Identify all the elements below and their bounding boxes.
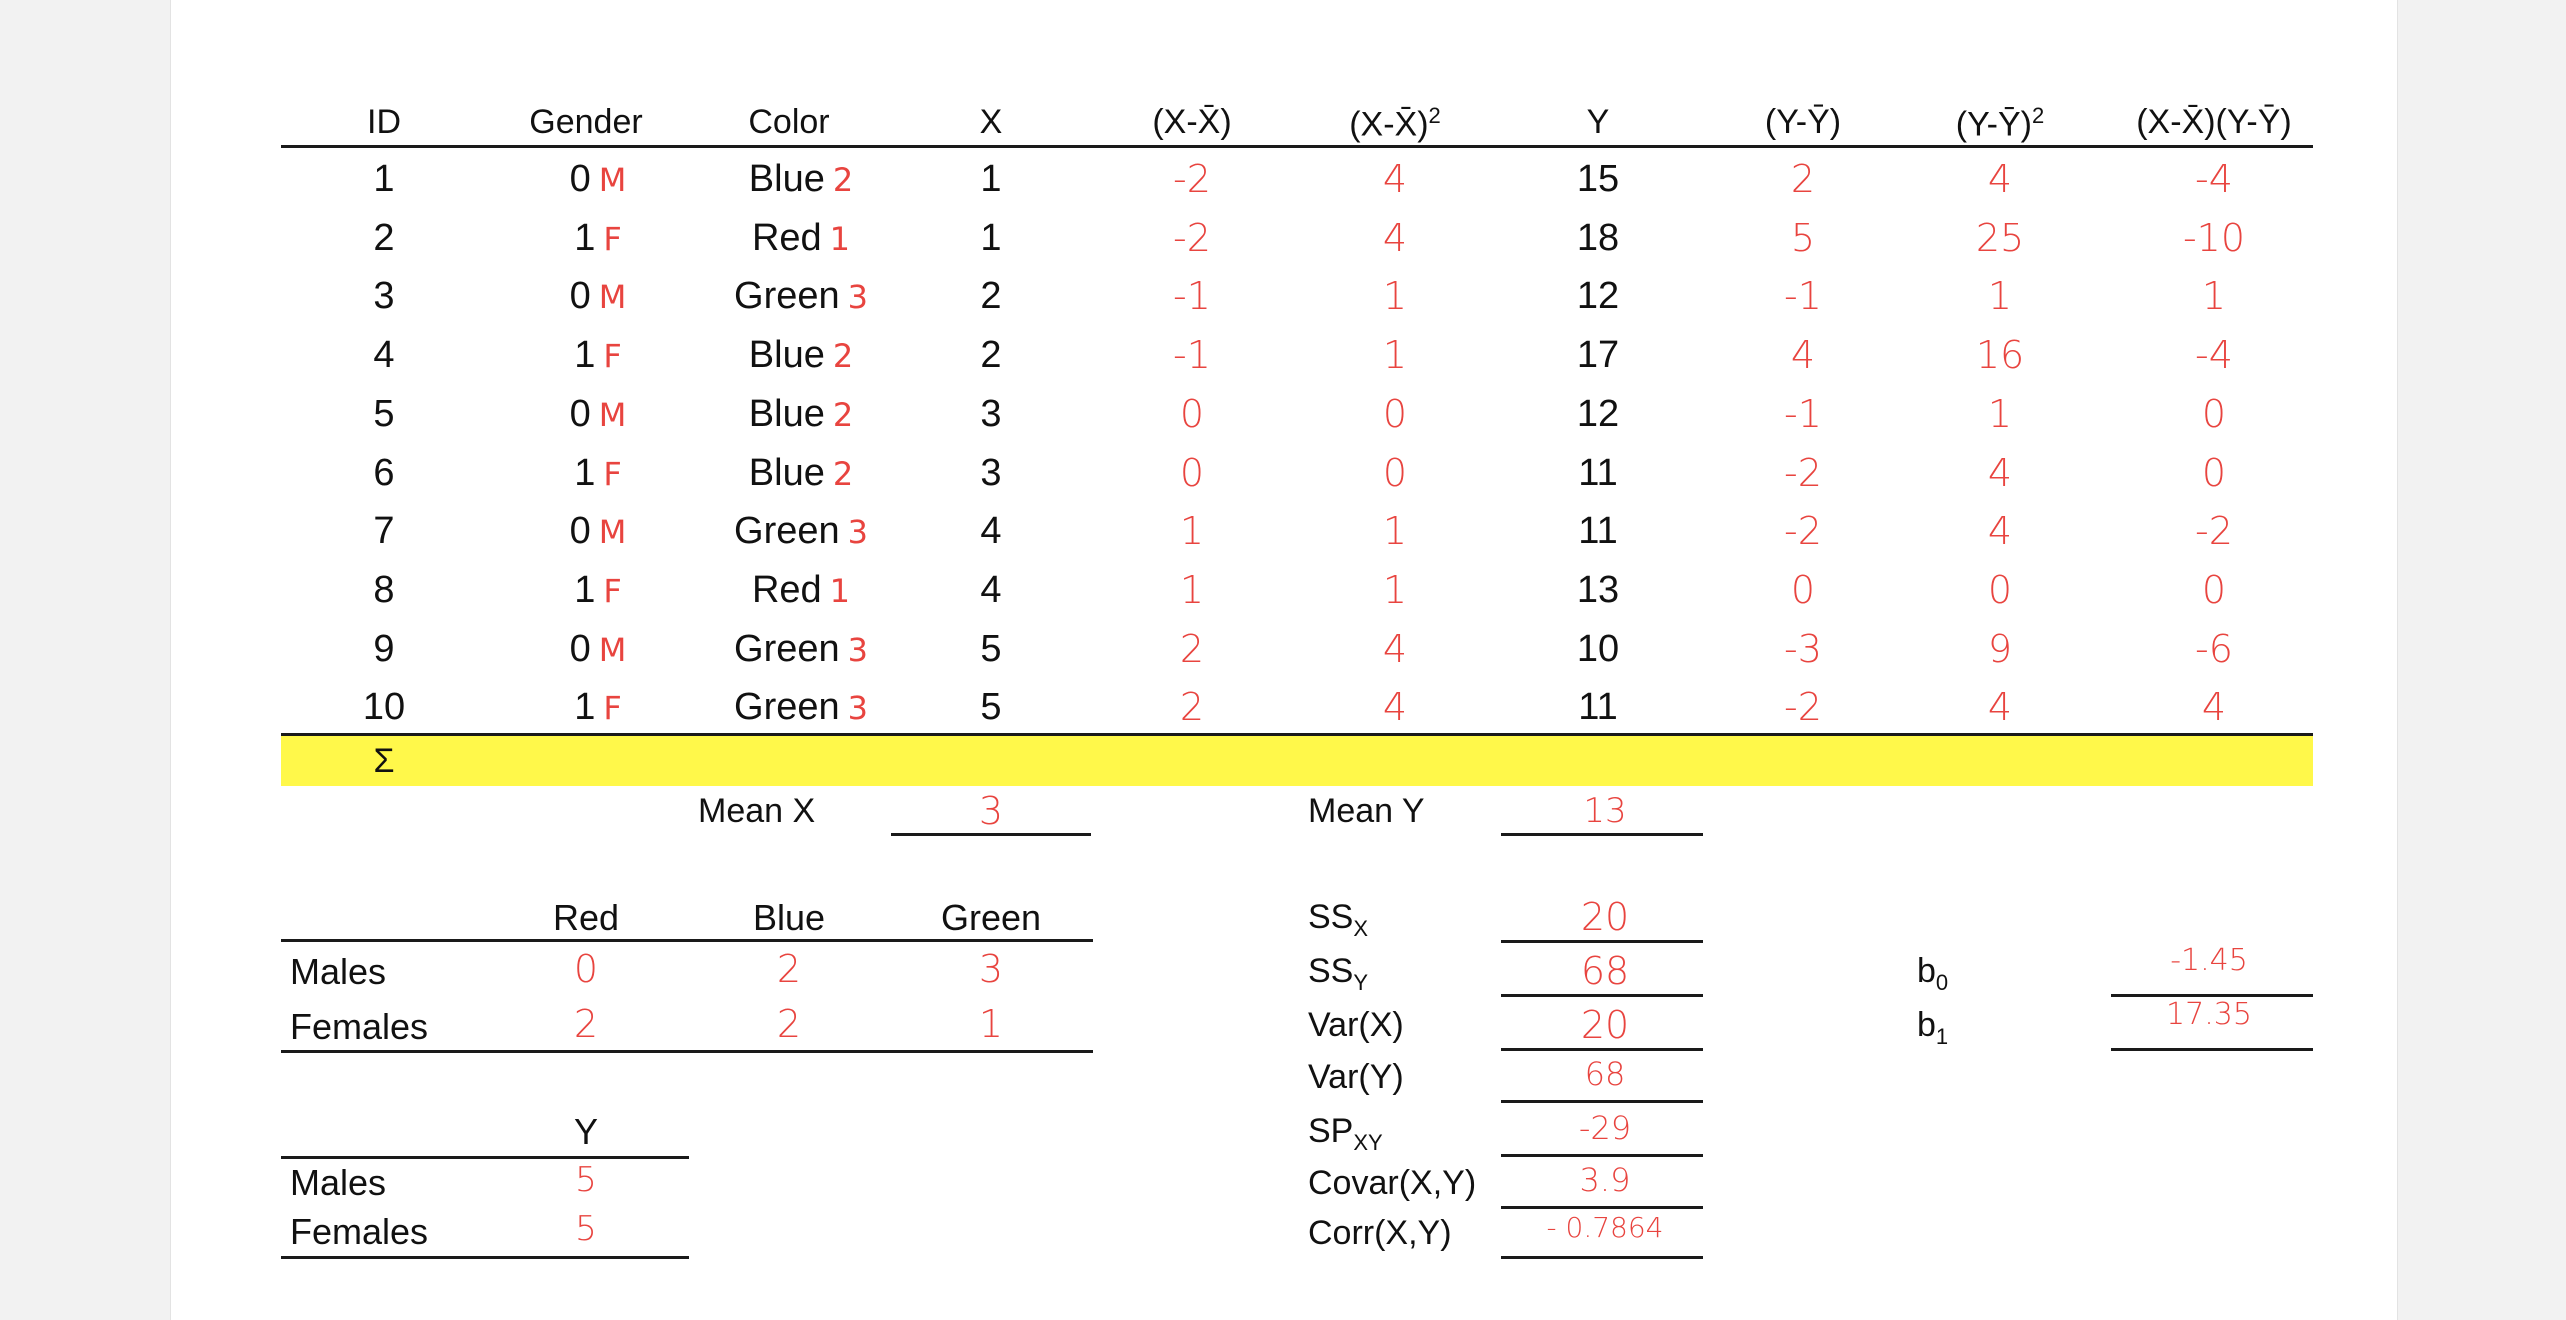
cell-value: 0	[569, 510, 591, 553]
table-cell-x: 4	[980, 568, 1002, 611]
cell-value: 1	[574, 216, 596, 259]
color-code-annotation: 2	[832, 337, 854, 376]
cell-value: Blue	[748, 451, 825, 494]
ytab-row-label: Females	[290, 1211, 429, 1252]
ytab-cell: 5	[575, 1209, 597, 1249]
coef-label-subscript: 0	[1935, 969, 1949, 995]
stat-value: - 0.7864	[1546, 1211, 1664, 1244]
table-cell-dy: -2	[1784, 450, 1822, 495]
table-cell-dx2: 4	[1382, 157, 1408, 201]
table-cell-x: 2	[980, 334, 1002, 377]
table-cell-dx: 0	[1179, 391, 1205, 436]
table-cell-dy2: 4	[1987, 157, 2013, 201]
table-cell-gender	[570, 160, 627, 198]
table-cell-dy: -1	[1784, 274, 1822, 319]
table-cell-prod: -2	[2195, 509, 2233, 554]
table-cell-dx2: 1	[1382, 333, 1408, 378]
crosstab-cell: 2	[776, 1002, 802, 1046]
table-cell-id: 3	[373, 275, 395, 318]
crosstab-cell: 2	[776, 947, 802, 991]
table-cell-y: 17	[1576, 334, 1620, 377]
table-cell-id: 6	[373, 451, 395, 494]
spreadsheet-page	[170, 0, 2398, 1320]
table-cell-dx2: 4	[1382, 626, 1408, 671]
gender-annotation: M	[598, 278, 627, 317]
stat-value: 68	[1584, 1055, 1626, 1093]
table-cell-gender	[569, 627, 627, 670]
stat-value: 20	[1580, 895, 1630, 939]
color-code-annotation: 3	[847, 630, 868, 669]
stat-label	[1308, 1114, 1383, 1154]
table-cell-dx: -2	[1173, 157, 1211, 201]
col-header	[1152, 105, 1231, 139]
cell-value: Red	[751, 568, 822, 611]
table-cell-prod: -4	[2195, 157, 2233, 201]
crosstab-cell: 1	[978, 1002, 1004, 1046]
stat-label-text: Covar(X,Y)	[1308, 1164, 1477, 1202]
color-code-annotation: 2	[832, 161, 854, 199]
table-cell-dy: -2	[1784, 509, 1822, 554]
stat-label-subscript: Y	[1353, 969, 1369, 995]
table-cell-dx: -1	[1173, 274, 1211, 319]
col-header-text: Color	[748, 103, 830, 141]
table-cell-id: 7	[373, 510, 395, 553]
table-cell-y: 11	[1578, 510, 1618, 553]
col-header	[1955, 103, 2045, 144]
gender-annotation: M	[598, 630, 627, 669]
table-cell-color	[748, 334, 854, 377]
color-code-annotation: 2	[832, 454, 854, 493]
table-cell-dx2: 0	[1382, 391, 1408, 436]
coef-label	[1917, 1008, 1948, 1048]
table-cell-x: 5	[980, 627, 1002, 670]
table-cell-dy2: 16	[1975, 333, 2025, 378]
table-cell-prod: -10	[2182, 215, 2246, 260]
coef-value: 17.35	[2166, 997, 2252, 1032]
coef-label-text: b	[1917, 1006, 1936, 1044]
stat-value: 20	[1580, 1003, 1630, 1047]
cell-value: 1	[574, 568, 596, 611]
mean-x-underline	[891, 833, 1091, 836]
table-cell-dy: -2	[1784, 685, 1822, 730]
cell-value: Red	[751, 216, 822, 259]
crosstab-row-label: Males	[290, 951, 387, 992]
col-header-text: (X-X̄)(Y-Ȳ)	[2136, 103, 2292, 141]
table-cell-prod: -6	[2195, 626, 2233, 671]
table-cell-prod: 0	[2201, 450, 2227, 495]
table-cell-color	[734, 627, 868, 670]
table-cell-x: 1	[980, 158, 1002, 200]
coef-underline	[2111, 1048, 2313, 1051]
coef-value: -1.45	[2170, 943, 2248, 978]
table-cell-dy2: 1	[1987, 274, 2013, 319]
table-cell-gender	[574, 334, 622, 377]
table-cell-dy: 5	[1790, 215, 1816, 260]
stat-underline	[1501, 1206, 1703, 1209]
table-cell-color	[734, 275, 868, 318]
cell-value: Green	[734, 510, 840, 553]
table-cell-dy2: 1	[1987, 391, 2013, 436]
col-header-text: (X-X̄)	[1349, 105, 1429, 144]
stat-value: -29	[1578, 1109, 1632, 1147]
gender-annotation: F	[603, 219, 622, 258]
table-cell-id: 9	[373, 627, 395, 670]
ytab-cell: 5	[575, 1160, 597, 1200]
sigma-label: Σ	[373, 742, 395, 780]
table-cell-id: 2	[373, 216, 395, 259]
table-cell-dx: 1	[1179, 509, 1205, 554]
stat-label	[1308, 1008, 1404, 1042]
table-cell-gender	[569, 510, 627, 553]
table-cell-dy: 2	[1790, 157, 1816, 201]
coef-label-subscript: 1	[1935, 1023, 1949, 1049]
color-code-annotation: 2	[832, 395, 854, 434]
table-cell-x: 3	[980, 392, 1002, 435]
table-cell-gender	[569, 392, 627, 435]
table-cell-dx2: 1	[1382, 567, 1408, 612]
table-cell-dy: 0	[1790, 567, 1816, 612]
table-cell-dx: 2	[1179, 685, 1205, 730]
crosstab-col-header: Blue	[752, 897, 826, 938]
cell-value: Green	[734, 627, 840, 670]
table-cell-color	[748, 392, 854, 435]
mean-x-label: Mean X	[698, 792, 816, 830]
coef-label	[1917, 954, 1948, 994]
table-cell-dx: 0	[1179, 450, 1205, 495]
crosstab-cell: 2	[573, 1002, 599, 1046]
col-header-text: ID	[367, 103, 401, 141]
stat-label-text: Corr(X,Y)	[1308, 1214, 1452, 1252]
table-cell-prod: 4	[2201, 685, 2227, 730]
col-header	[1349, 103, 1441, 144]
table-cell-color	[748, 451, 854, 494]
stat-underline	[1501, 994, 1703, 997]
col-header	[367, 105, 401, 139]
cell-value: 1	[574, 334, 596, 377]
mean-x-value: 3	[978, 789, 1004, 833]
crosstab-cell: 0	[573, 947, 599, 991]
table-cell-dy2: 4	[1987, 450, 2013, 495]
table-cell-gender	[574, 686, 622, 729]
table-cell-id: 5	[373, 392, 395, 435]
cell-value: 0	[569, 275, 591, 318]
table-cell-color	[749, 160, 853, 198]
stat-label	[1308, 1216, 1452, 1250]
col-header-text: Gender	[529, 103, 643, 141]
cell-value: Green	[734, 275, 840, 318]
table-cell-color	[734, 686, 868, 729]
table-cell-id: 8	[373, 568, 395, 611]
cell-value: Blue	[748, 334, 825, 377]
gender-annotation: F	[603, 454, 622, 493]
ytab-col-header: Y	[573, 1111, 599, 1152]
table-cell-color	[734, 510, 868, 553]
table-cell-dy2: 9	[1987, 626, 2013, 671]
table-cell-y: 11	[1578, 451, 1618, 494]
table-cell-y: 12	[1576, 392, 1620, 435]
stat-label	[1308, 900, 1368, 940]
table-cell-dx2: 1	[1382, 274, 1408, 319]
table-cell-y: 18	[1576, 216, 1620, 259]
crosstab-col-header: Red	[552, 897, 620, 938]
col-header	[980, 105, 1003, 139]
crosstab-header-line	[281, 939, 1093, 942]
table-cell-gender	[574, 568, 622, 611]
crosstab-bottom-line	[281, 1050, 1093, 1053]
cell-value: 1	[574, 686, 596, 729]
table-cell-dx: -1	[1173, 333, 1211, 378]
stat-label-text: SP	[1308, 1112, 1354, 1150]
mean-y-value: 13	[1583, 791, 1627, 831]
gender-annotation: M	[598, 161, 627, 199]
stat-label-text: SS	[1308, 898, 1354, 936]
gender-annotation: M	[598, 395, 627, 434]
stat-underline	[1501, 1048, 1703, 1051]
table-cell-prod: -4	[2195, 333, 2233, 378]
table-cell-color	[751, 216, 851, 259]
col-header	[748, 105, 829, 139]
table-cell-x: 1	[980, 216, 1002, 259]
stat-label	[1308, 954, 1368, 994]
table-cell-dy2: 4	[1987, 509, 2013, 554]
stat-label-subscript: XY	[1353, 1129, 1383, 1155]
col-header-text: (X-X̄)	[1152, 103, 1232, 141]
table-cell-y: 12	[1576, 275, 1620, 318]
stat-underline	[1501, 1154, 1703, 1157]
col-header	[1587, 105, 1610, 139]
stat-label-subscript: X	[1353, 915, 1369, 941]
ytab-bottom-line	[281, 1256, 689, 1259]
table-cell-y: 10	[1576, 627, 1620, 670]
table-cell-prod: 0	[2201, 391, 2227, 436]
table-cell-dy: 4	[1790, 333, 1816, 378]
table-cell-id: 1	[373, 158, 395, 200]
table-cell-prod: 0	[2201, 567, 2227, 612]
col-header	[1765, 105, 1841, 139]
cell-value: 1	[574, 451, 596, 494]
mean-y-underline	[1501, 833, 1703, 836]
gender-annotation: F	[603, 571, 622, 610]
col-header	[529, 105, 642, 139]
table-cell-dx2: 0	[1382, 450, 1408, 495]
stat-label-text: SS	[1308, 952, 1354, 990]
col-header-text: Y	[1586, 103, 1610, 141]
col-header-text: (Y-Ȳ)	[1955, 105, 2032, 144]
table-cell-x: 5	[980, 686, 1002, 729]
squared-superscript: 2	[1428, 103, 1441, 128]
stat-value: 68	[1580, 949, 1630, 993]
coef-label-text: b	[1917, 952, 1936, 990]
mean-y-label: Mean Y	[1308, 792, 1425, 830]
table-cell-y: 11	[1578, 686, 1618, 729]
table-cell-dx2: 4	[1382, 685, 1408, 730]
table-cell-x: 3	[980, 451, 1002, 494]
cell-value: Green	[734, 686, 840, 729]
table-cell-dy2: 0	[1987, 567, 2013, 612]
col-header	[2136, 105, 2292, 139]
table-cell-dy: -3	[1784, 626, 1822, 671]
table-cell-x: 4	[980, 510, 1002, 553]
stat-label-text: Var(Y)	[1308, 1058, 1404, 1096]
sum-row-highlight	[281, 736, 2313, 786]
cell-value: 0	[569, 158, 591, 200]
color-code-annotation: 3	[847, 513, 868, 552]
gender-annotation: F	[603, 337, 622, 376]
ytab-row-label: Males	[290, 1162, 387, 1203]
table-cell-id: 4	[373, 334, 395, 377]
cell-value: 0	[569, 627, 591, 670]
table-cell-prod: 1	[2201, 274, 2227, 319]
table-cell-gender	[569, 275, 627, 318]
cell-value: Blue	[748, 158, 825, 200]
gender-annotation: F	[603, 689, 622, 728]
table-cell-dx2: 1	[1382, 509, 1408, 554]
color-code-annotation: 1	[829, 571, 851, 610]
table-cell-y: 13	[1576, 568, 1620, 611]
stat-label	[1308, 1060, 1404, 1094]
stat-underline	[1501, 1100, 1703, 1103]
color-code-annotation: 1	[829, 219, 851, 258]
table-cell-id: 10	[362, 686, 406, 729]
table-cell-gender	[574, 216, 622, 259]
squared-superscript: 2	[2031, 103, 2045, 128]
table-cell-dx2: 4	[1382, 215, 1408, 260]
table-cell-dy: -1	[1784, 391, 1822, 436]
ytab-header-line	[281, 1156, 689, 1159]
gender-annotation: M	[598, 513, 627, 552]
crosstab-col-header: Green	[940, 897, 1042, 938]
crosstab-cell: 3	[978, 947, 1004, 991]
table-cell-dx: -2	[1173, 215, 1211, 260]
header-underline	[281, 145, 2313, 148]
stat-value: 3.9	[1579, 1161, 1631, 1199]
table-cell-color	[751, 568, 851, 611]
col-header-text: X	[979, 103, 1003, 141]
stat-underline	[1501, 1256, 1703, 1259]
table-cell-x: 2	[980, 275, 1002, 318]
col-header-text: (Y-Ȳ)	[1764, 103, 1842, 141]
stat-underline	[1501, 940, 1703, 943]
table-cell-dx: 1	[1179, 567, 1205, 612]
stat-label	[1308, 1166, 1476, 1200]
table-cell-y: 15	[1576, 158, 1620, 200]
table-cell-gender	[574, 451, 622, 494]
cell-value: 0	[569, 392, 591, 435]
crosstab-row-label: Females	[290, 1006, 429, 1047]
color-code-annotation: 3	[847, 278, 868, 317]
cell-value: Blue	[748, 392, 825, 435]
table-cell-dy2: 25	[1975, 215, 2025, 260]
table-cell-dy2: 4	[1987, 685, 2013, 730]
table-cell-dx: 2	[1179, 626, 1205, 671]
color-code-annotation: 3	[847, 689, 868, 728]
stat-label-text: Var(X)	[1308, 1006, 1404, 1044]
